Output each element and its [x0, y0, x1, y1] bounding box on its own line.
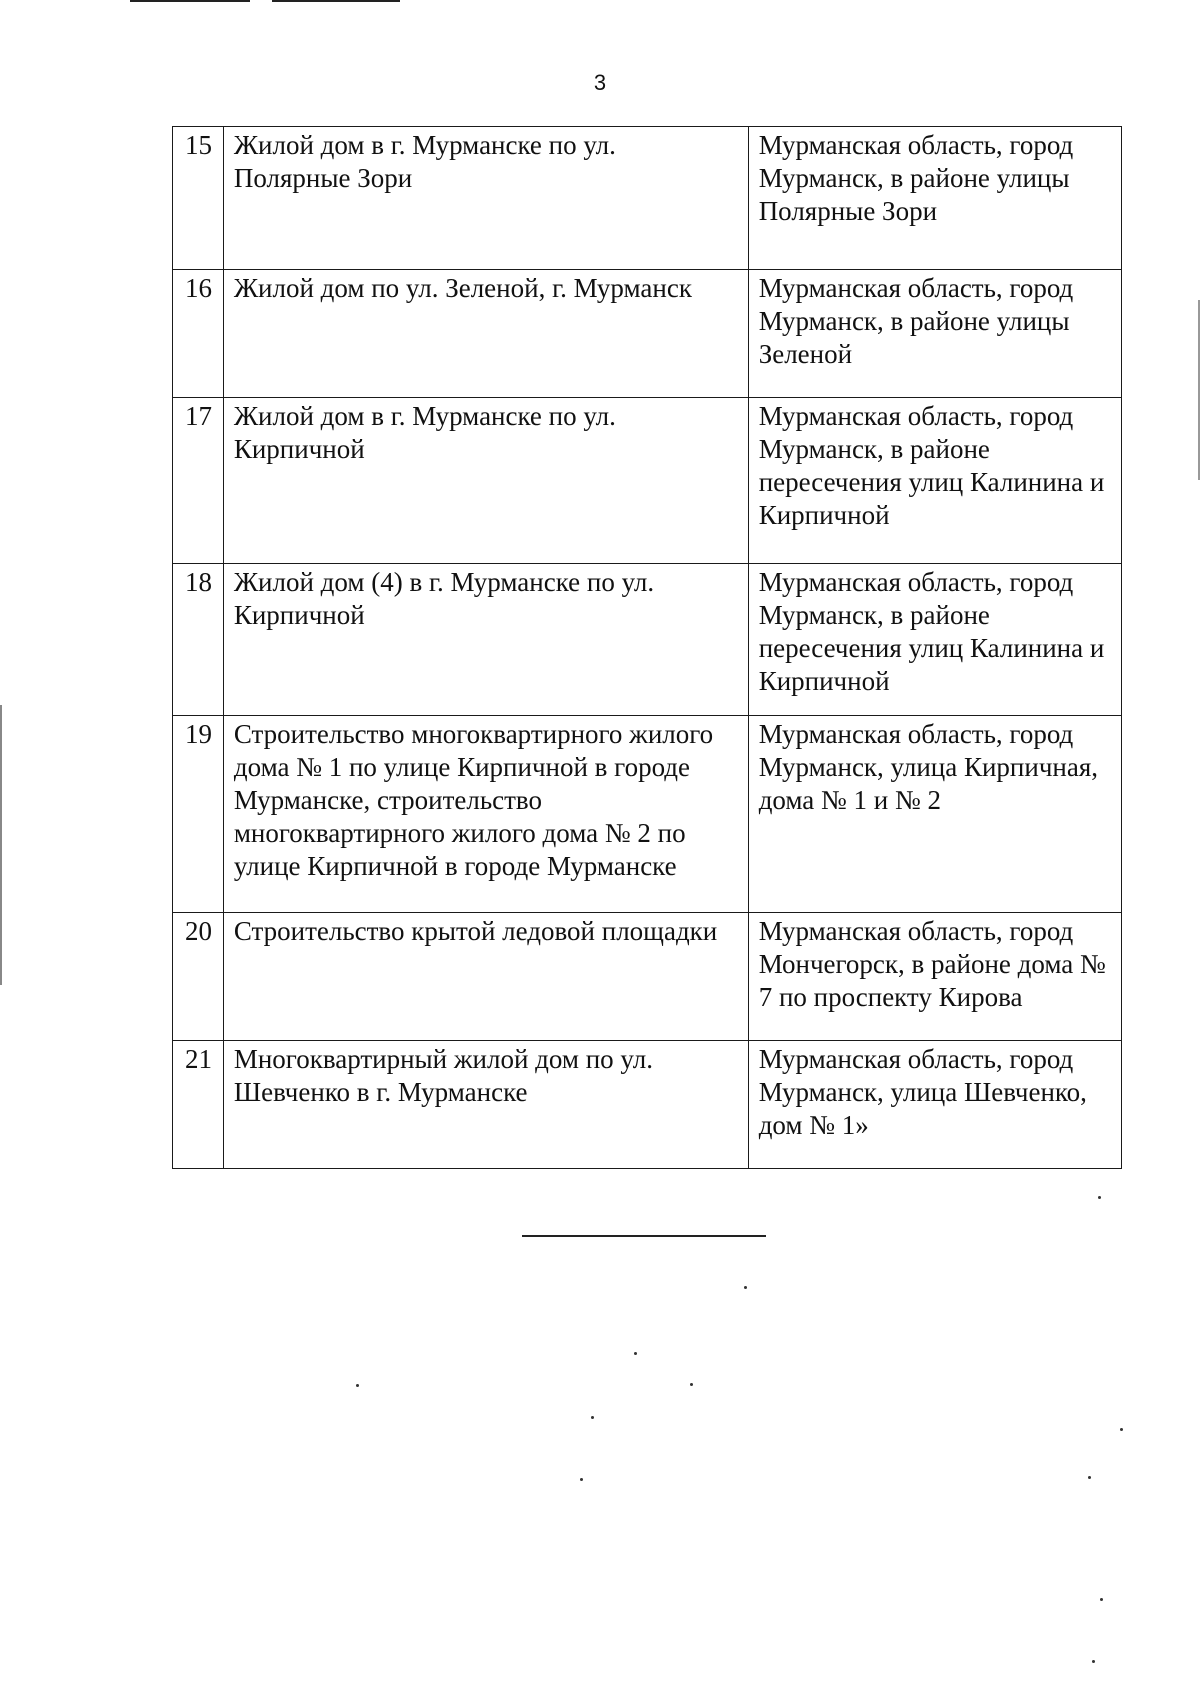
- object-name: Строительство крытой ледовой площадки: [223, 913, 748, 1041]
- scan-speck: [356, 1384, 359, 1387]
- object-name: Строительство многоквартирного жилого дома № 1 по улице Кирпичной в городе Мурманске, строительство многоквартирного жилого дома № 2 по улице Кирпичной в городе Мурманске: [223, 716, 748, 913]
- object-name: Жилой дом по ул. Зеленой, г. Мурманск: [223, 270, 748, 398]
- scan-edge-left: [0, 705, 2, 985]
- scan-speck: [1098, 1196, 1101, 1199]
- object-address: Мурманская область, город Мурманск, в районе улицы Зеленой: [748, 270, 1121, 398]
- scan-speck: [591, 1416, 594, 1419]
- object-address: Мурманская область, город Мурманск, в районе пересечения улиц Калинина и Кирпичной: [748, 398, 1121, 564]
- table-row: [173, 564, 1122, 716]
- row-number: 21: [173, 1041, 224, 1169]
- row-number: 17: [173, 398, 224, 564]
- objects-table: [172, 126, 1122, 1169]
- top-scan-rule-right: [272, 0, 400, 2]
- table-row: [173, 398, 1122, 564]
- scan-speck: [1120, 1428, 1123, 1431]
- scan-speck: [1100, 1598, 1103, 1601]
- object-address: Мурманская область, город Мурманск, улица Кирпичная, дома № 1 и № 2: [748, 716, 1121, 913]
- object-name: Жилой дом в г. Мурманске по ул. Полярные Зори: [223, 127, 748, 270]
- top-scan-rule-left: [130, 0, 250, 2]
- scan-speck: [1092, 1660, 1095, 1663]
- row-number: 19: [173, 716, 224, 913]
- end-of-document-rule: [522, 1235, 766, 1237]
- table-row: [173, 270, 1122, 398]
- table-row: [173, 716, 1122, 913]
- table-row: [173, 1041, 1122, 1169]
- row-number: 20: [173, 913, 224, 1041]
- table-row: [173, 913, 1122, 1041]
- scan-speck: [1088, 1476, 1091, 1479]
- scan-speck: [690, 1383, 693, 1386]
- object-address: Мурманская область, город Мурманск, улица Шевченко, дом № 1»: [748, 1041, 1121, 1169]
- table-row: [173, 127, 1122, 270]
- scan-speck: [744, 1286, 747, 1289]
- scan-speck: [634, 1352, 637, 1355]
- page-number: 3: [593, 70, 607, 95]
- scan-speck: [580, 1478, 583, 1481]
- row-number: 18: [173, 564, 224, 716]
- object-name: Жилой дом в г. Мурманске по ул. Кирпичной: [223, 398, 748, 564]
- row-number: 15: [173, 127, 224, 270]
- object-address: Мурманская область, город Мурманск, в районе улицы Полярные Зори: [748, 127, 1121, 270]
- object-name: Многоквартирный жилой дом по ул. Шевченко в г. Мурманске: [223, 1041, 748, 1169]
- object-name: Жилой дом (4) в г. Мурманске по ул. Кирпичной: [223, 564, 748, 716]
- object-address: Мурманская область, город Мончегорск, в районе дома № 7 по проспекту Кирова: [748, 913, 1121, 1041]
- row-number: 16: [173, 270, 224, 398]
- object-address: Мурманская область, город Мурманск, в районе пересечения улиц Калинина и Кирпичной: [748, 564, 1121, 716]
